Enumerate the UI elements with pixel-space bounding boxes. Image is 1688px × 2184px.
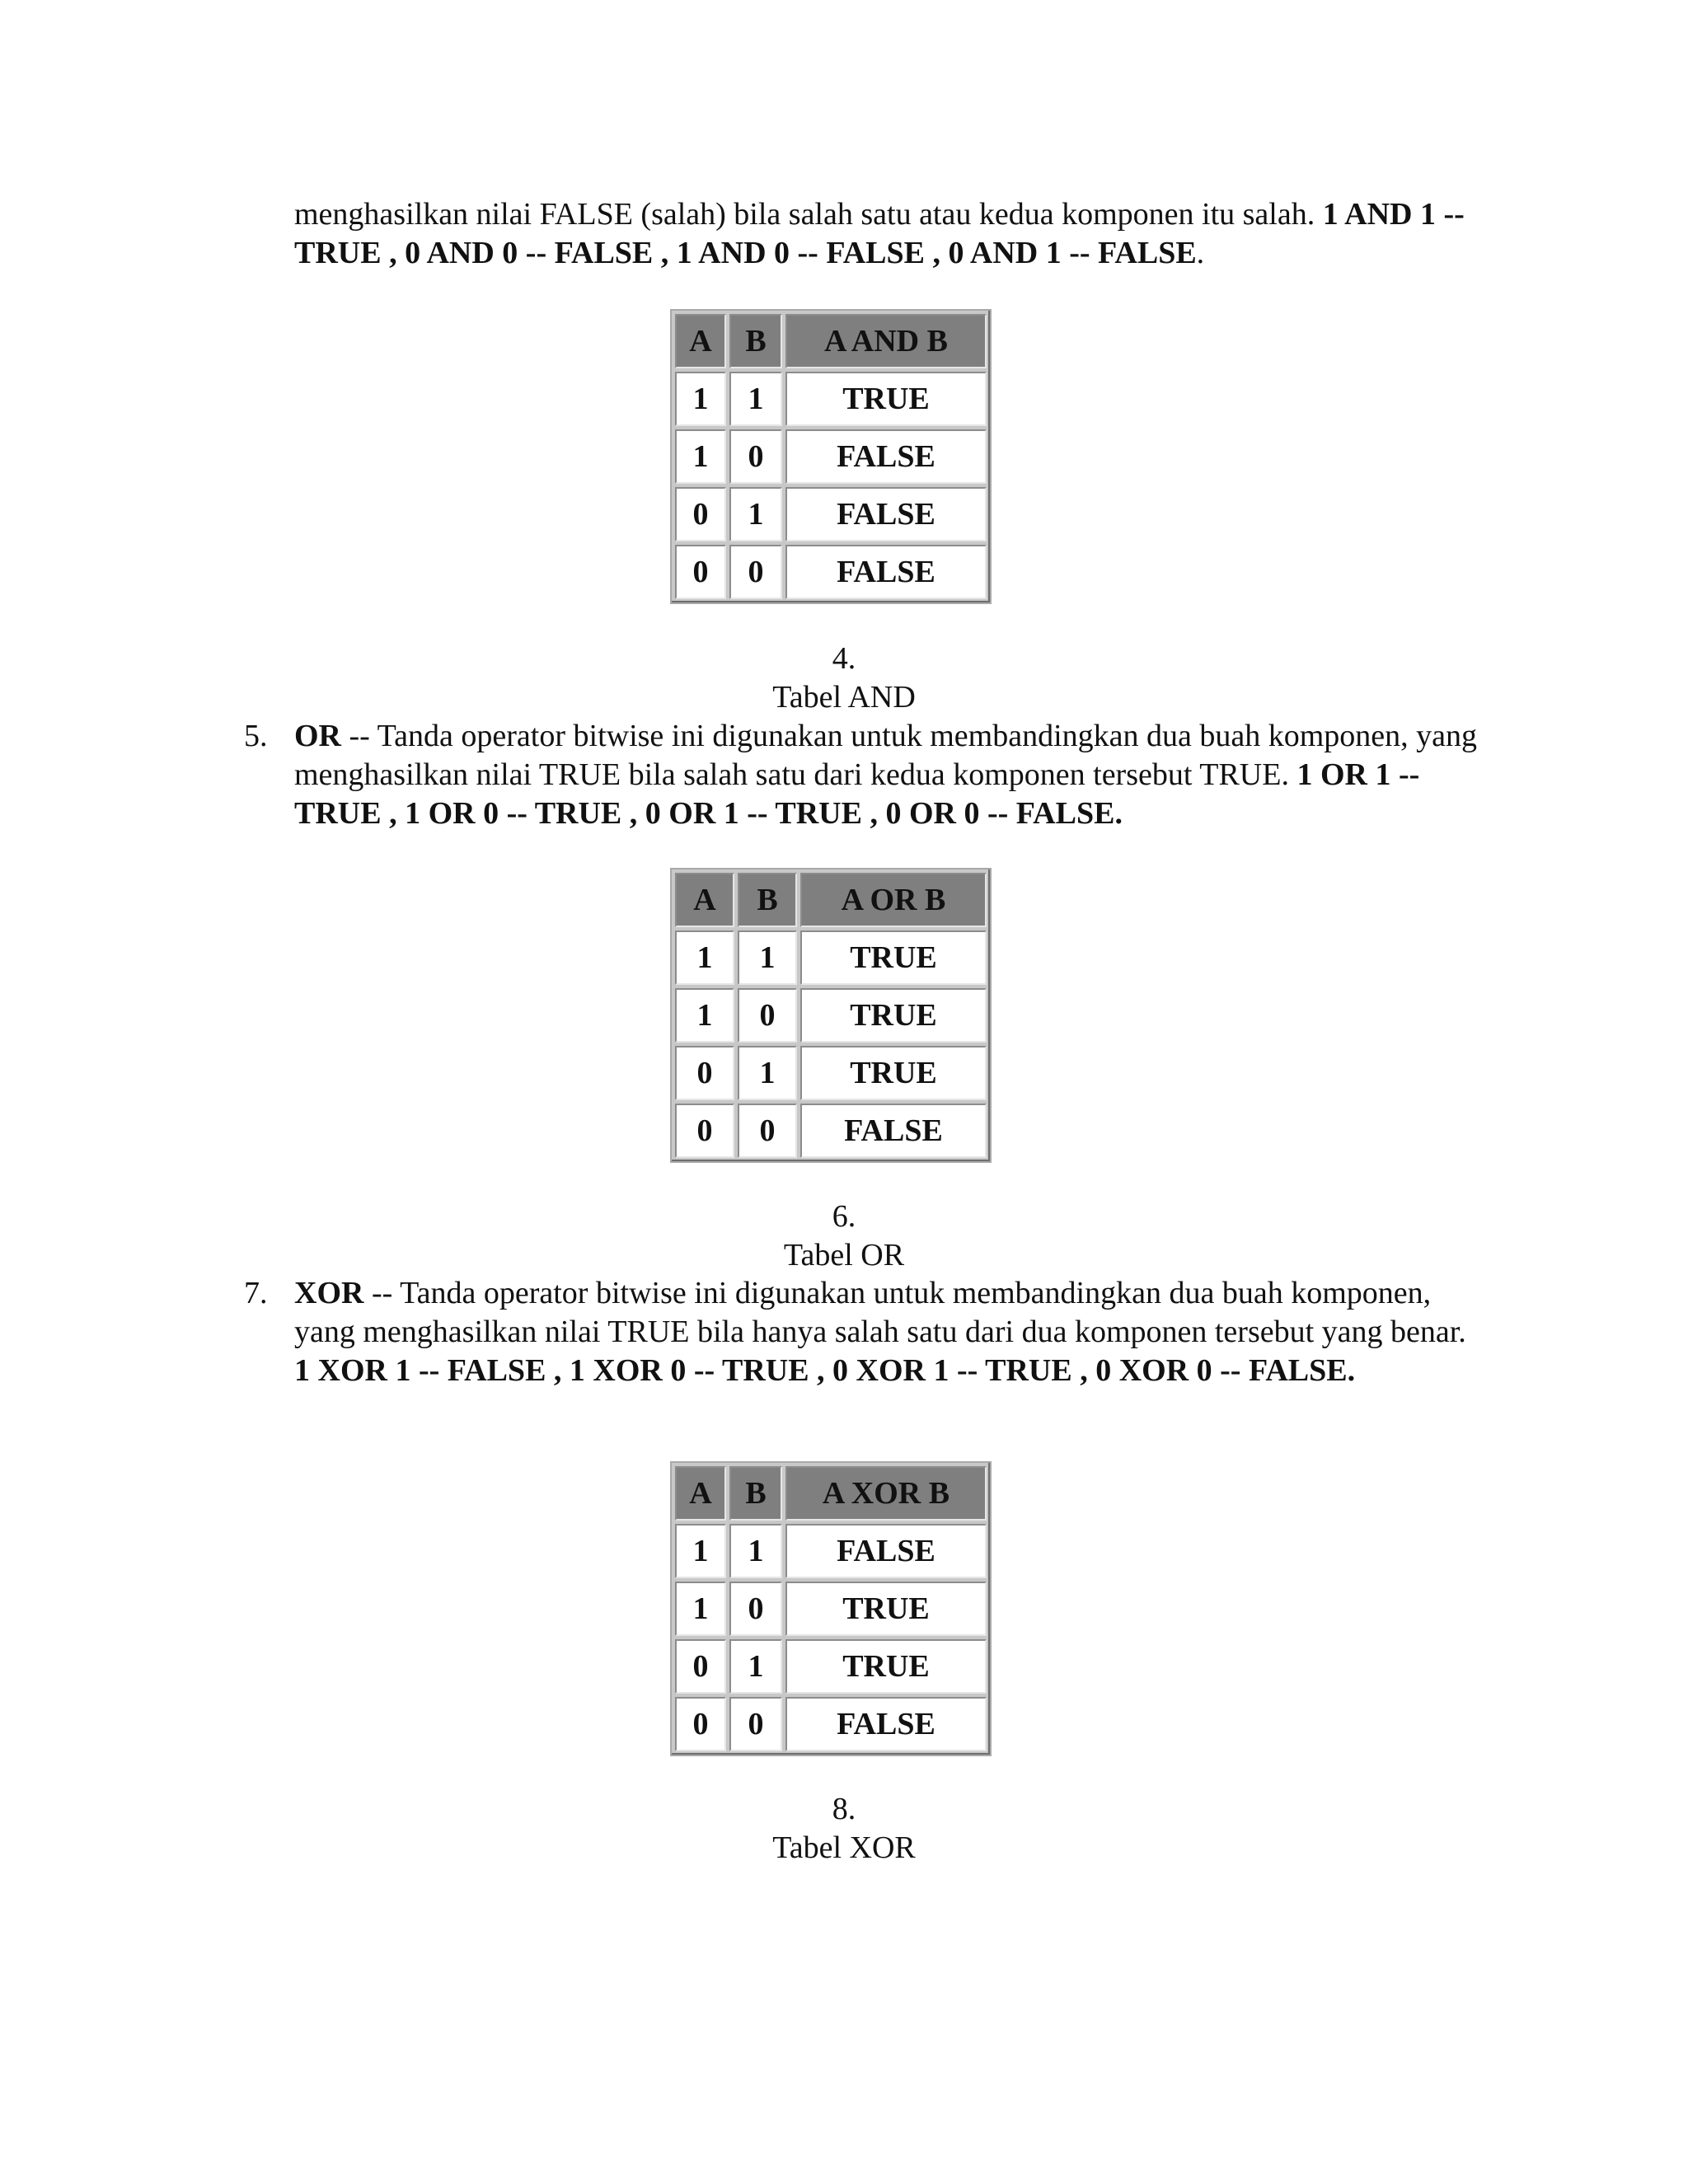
table-cell: 0 [729,1697,782,1751]
and-description [294,195,1481,273]
or-term: OR [294,719,341,753]
table-cell: FALSE [800,1104,987,1158]
caption-number: 4. [832,641,856,676]
table-row [675,1524,987,1578]
or-description-bold-2: OR 1 -- TRUE , 1 OR 0 -- TRUE , 0 OR 1 -- TRUE , 0 OR 0 -- FALSE. [294,757,1420,831]
table-cell: TRUE [800,988,987,1043]
table-cell: TRUE [785,1639,987,1694]
table-row [675,429,987,484]
table-cell: TRUE [785,1582,987,1636]
xor-description-bold: 1 XOR 1 -- FALSE , 1 XOR 0 -- TRUE , 0 XOR 1 -- TRUE , 0 XOR 0 -- FALSE. [294,1353,1356,1388]
table-cell: FALSE [785,487,987,541]
table-header-row [675,1466,987,1521]
table-row [675,1639,987,1694]
caption-label: Tabel AND [772,680,916,715]
table-cell: 0 [675,487,726,541]
table-cell: 1 [675,1524,726,1578]
xor-truth-table [670,1461,992,1756]
table-header-cell: A AND B [785,314,987,368]
table-cell: 1 [729,487,782,541]
or-description-text: -- Tanda operator bitwise ini digunakan untuk membandingkan dua buah komponen, yang menghasilkan nilai TRUE bila salah satu dari kedua komponen tersebut TRUE. [294,719,1478,792]
caption-number: 8. [832,1792,856,1826]
xor-table-caption [0,1790,1688,1868]
table-cell: 1 [675,429,726,484]
table-cell: 0 [675,1046,734,1100]
caption-label: Tabel XOR [772,1830,916,1865]
table-cell: 1 [738,1046,797,1100]
and-description-bold-2: 1 -- TRUE , 0 AND 0 -- FALSE , 1 AND 0 -- FALSE , 0 AND 1 -- FALSE [294,197,1465,270]
xor-description [294,1274,1481,1390]
table-cell: 1 [675,372,726,426]
table-cell: FALSE [785,429,987,484]
table-header-row [675,873,987,927]
table-cell: 1 [729,372,782,426]
table-cell: FALSE [785,1524,987,1578]
or-description-bold-1: 1 [1296,757,1313,792]
table-cell: 0 [729,429,782,484]
table-header-cell: A OR B [800,873,987,927]
table-header-cell: B [729,314,782,368]
table-header-row [675,314,987,368]
xor-term: XOR [294,1276,364,1310]
table-row [675,545,987,599]
list-number-or: 5. [244,719,268,753]
table-cell: 0 [675,545,726,599]
table-header-cell: A [675,1466,726,1521]
table-cell: 0 [675,1697,726,1751]
caption-number: 6. [832,1199,856,1234]
table-cell: 0 [675,1104,734,1158]
table-cell: FALSE [785,1697,987,1751]
caption-label: Tabel OR [783,1238,905,1272]
table-cell: 1 [738,930,797,985]
table-row [675,1046,987,1100]
table-cell: 1 [729,1639,782,1694]
table-row [675,988,987,1043]
or-table-caption [0,1197,1688,1275]
or-truth-table [670,868,992,1163]
table-row [675,372,987,426]
table-cell: 1 [675,1582,726,1636]
table-header-cell: B [729,1466,782,1521]
and-truth-table [670,309,992,604]
table-row [675,1697,987,1751]
table-row [675,1104,987,1158]
table-cell: 1 [675,988,734,1043]
xor-description-text: -- Tanda operator bitwise ini digunakan untuk membandingkan dua buah komponen, yang menghasilkan nilai TRUE bila hanya salah satu dari dua komponen tersebut yang benar. [294,1276,1466,1349]
table-cell: 0 [729,1582,782,1636]
table-header-cell: A XOR B [785,1466,987,1521]
table-cell: 0 [738,988,797,1043]
table-cell: 1 [729,1524,782,1578]
table-row [675,930,987,985]
table-row [675,487,987,541]
table-header-cell: A [675,314,726,368]
table-cell: 1 [675,930,734,985]
table-header-cell: B [738,873,797,927]
list-number-xor: 7. [244,1276,268,1310]
and-table-caption [0,640,1688,717]
table-cell: TRUE [785,372,987,426]
and-description-end: . [1196,236,1205,270]
table-cell: TRUE [800,1046,987,1100]
table-header-cell: A [675,873,734,927]
and-description-bold-1: 1 AND [1322,197,1413,232]
table-cell: TRUE [800,930,987,985]
table-cell: 0 [729,545,782,599]
table-cell: FALSE [785,545,987,599]
table-cell: 0 [738,1104,797,1158]
and-description-text: menghasilkan nilai FALSE (salah) bila salah satu atau kedua komponen itu salah. [294,197,1323,232]
table-row [675,1582,987,1636]
or-description [294,717,1481,833]
table-cell: 0 [675,1639,726,1694]
